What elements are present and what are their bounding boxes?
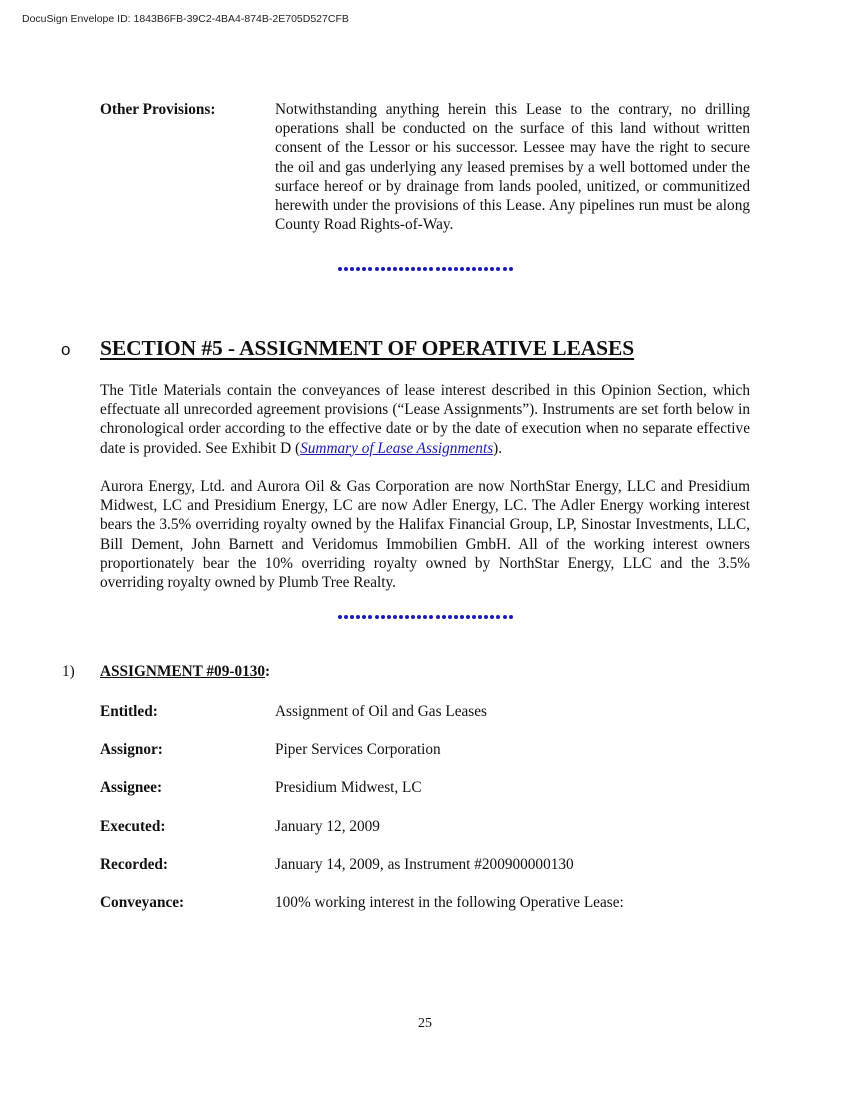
field-executed: [100, 817, 750, 836]
ownership-paragraph: Aurora Energy, Ltd. and Aurora Oil & Gas Corporation are now NorthStar Energy, LLC and Presidium Midwest, LC and Presidium Energy, LC are now Adler Energy, LC. The Adler Energy working interest bears the 3.5% overriding royalty owned by the Halifax Financial Group, LP, Sinostar Investments, LLC, Bill Dement, John Barnett and Veridomus Immobilien GmbH. All of the working interest owners proportionately bear the 10% overriding royalty owned by NorthStar Energy, LLC and the 3.5% overriding royalty owned by Plumb Tree Realty.: [100, 478, 750, 592]
separator-dot: [350, 615, 354, 619]
separator-dot: [368, 615, 372, 619]
separator-dot: [356, 615, 360, 619]
separator-dot: [490, 267, 494, 271]
separator-dot: [411, 267, 415, 271]
field-recorded: [100, 855, 750, 874]
intro-text: The Title Materials contain the conveyances of lease interest described in this Opinion Section, which effectuate all unrecorded agreement provisions (“Lease Assignments”). Instruments are set forth below in chronological order according to the effective date or by the date of execution when no separate effective date is provided. See Exhibit D (: [100, 382, 750, 457]
summary-of-lease-assignments-link[interactable]: Summary of Lease Assignments: [300, 439, 494, 457]
separator-dot: [393, 267, 397, 271]
field-entitled: [100, 702, 750, 721]
separator-dot: [472, 267, 476, 271]
field-value: January 14, 2009, as Instrument #200900000130: [275, 856, 574, 873]
separator-dot: [350, 267, 354, 271]
field-conveyance: [100, 893, 750, 912]
separator-dot: [472, 615, 476, 619]
separator-dot: [436, 615, 440, 619]
separator-dot: [338, 615, 342, 619]
separator-dot: [375, 615, 379, 619]
separator-dot: [496, 615, 500, 619]
separator-dot: [436, 267, 440, 271]
separator-dot: [429, 267, 433, 271]
separator-dot: [387, 267, 391, 271]
field-value: Piper Services Corporation: [275, 741, 441, 758]
section-title: SECTION #5 - ASSIGNMENT OF OPERATIVE LEASES: [100, 336, 635, 360]
docusign-envelope-id: DocuSign Envelope ID: 1843B6FB-39C2-4BA4-874B-2E705D527CFB: [22, 13, 349, 25]
page-number: 25: [418, 1016, 432, 1031]
separator-dot: [503, 615, 507, 619]
assignment-title-colon: :: [265, 663, 271, 680]
separator-dot: [344, 267, 348, 271]
field-label: Assignor:: [100, 741, 163, 758]
separator-dot: [509, 267, 513, 271]
separator-dot: [484, 267, 488, 271]
separator-dot: [362, 267, 366, 271]
separator-dot: [399, 615, 403, 619]
field-label: Assignee:: [100, 779, 163, 796]
separator-dot: [466, 615, 470, 619]
separator-dot: [429, 615, 433, 619]
dotted-separator: [338, 266, 513, 272]
separator-dot: [484, 615, 488, 619]
separator-dot: [411, 615, 415, 619]
other-provisions-label: Other Provisions:: [100, 101, 216, 118]
separator-dot: [478, 615, 482, 619]
assignment-number: 1): [62, 663, 75, 680]
intro-text-end: ).: [493, 439, 503, 457]
other-provisions-block: [100, 100, 750, 240]
separator-dot: [362, 615, 366, 619]
separator-dot: [423, 267, 427, 271]
separator-dot: [393, 615, 397, 619]
separator-dot: [509, 615, 513, 619]
field-value: 100% working interest in the following Operative Lease:: [275, 894, 624, 911]
separator-dot: [387, 615, 391, 619]
separator-dot: [448, 267, 452, 271]
separator-dot: [454, 267, 458, 271]
field-label: Executed:: [100, 818, 166, 835]
separator-dot: [503, 267, 507, 271]
separator-dot: [399, 267, 403, 271]
section-intro-paragraph: [100, 381, 750, 458]
field-label: Conveyance:: [100, 894, 185, 911]
separator-dot: [442, 615, 446, 619]
separator-dot: [338, 267, 342, 271]
field-value: Assignment of Oil and Gas Leases: [275, 703, 487, 720]
separator-dot: [381, 267, 385, 271]
separator-dot: [466, 267, 470, 271]
separator-dot: [460, 615, 464, 619]
field-value: Presidium Midwest, LC: [275, 779, 422, 796]
dotted-separator: [338, 614, 513, 620]
separator-dot: [405, 267, 409, 271]
other-provisions-text: Notwithstanding anything herein this Lease to the contrary, no drilling operations shall be conducted on the surface of this land without written consent of the Lessor or his successor. Lessee may have the right to secure the oil and gas underlying any leased premises by a well bottomed under the surface hereof or by drainage from lands pooled, unitized, or communitized herewith under the provisions of this Lease. Any pipelines run must be along County Road Rights-of-Way.: [275, 101, 750, 234]
field-label: Entitled:: [100, 703, 158, 720]
separator-dot: [496, 267, 500, 271]
separator-dot: [381, 615, 385, 619]
assignment-title: [100, 663, 270, 681]
field-value: January 12, 2009: [275, 818, 380, 835]
separator-dot: [442, 267, 446, 271]
separator-dot: [448, 615, 452, 619]
assignment-title-text: ASSIGNMENT #09-0130: [100, 663, 266, 680]
separator-dot: [454, 615, 458, 619]
section-bullet-icon: o: [61, 340, 71, 359]
field-label: Recorded:: [100, 856, 168, 873]
separator-dot: [356, 267, 360, 271]
separator-dot: [423, 615, 427, 619]
separator-dot: [478, 267, 482, 271]
field-assignor: [100, 740, 750, 759]
separator-dot: [375, 267, 379, 271]
separator-dot: [368, 267, 372, 271]
separator-dot: [490, 615, 494, 619]
separator-dot: [417, 615, 421, 619]
separator-dot: [344, 615, 348, 619]
separator-dot: [460, 267, 464, 271]
separator-dot: [417, 267, 421, 271]
separator-dot: [405, 615, 409, 619]
field-assignee: [100, 778, 750, 797]
